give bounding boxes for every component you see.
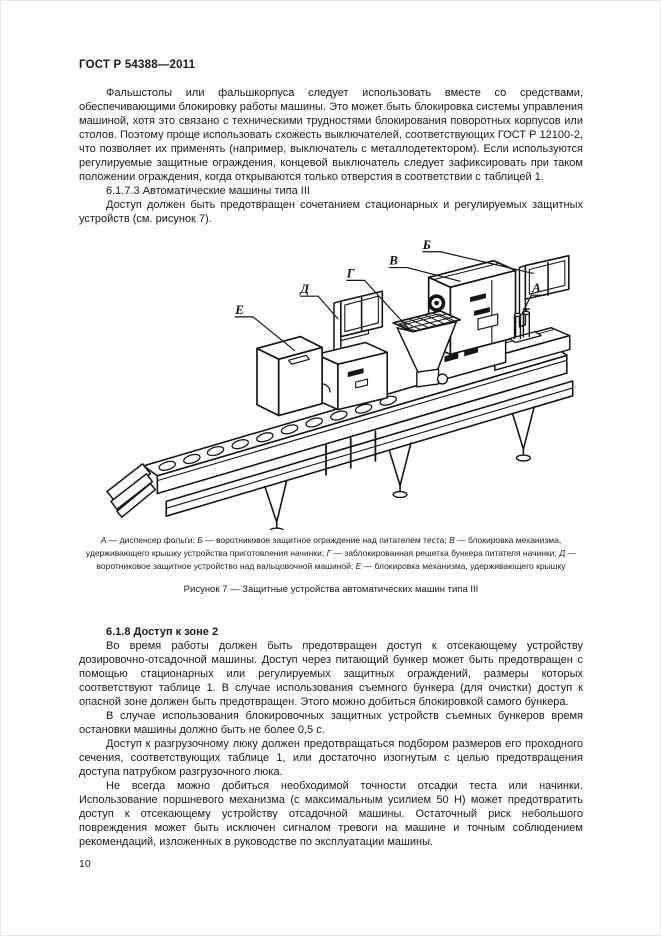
machine-diagram: [86, 234, 576, 530]
paragraph-6-1-8-1: Во время работы должен быть предотвращен доступ к отсекающему устройству дозировочно-отсадочной машины. Доступ через питающий бункер может быть предотвращен с помощью стационарных или регулируемых защитных ограждений, размеры которых соответствуют таблице 1. В случае использования съемного бункера (для очистки) доступ к опасной зоне должен быть предотвращен. Этого можно добиться блокировкой самого бункера.: [79, 640, 583, 708]
discharge-chute: [107, 464, 155, 517]
foil-dispenser: [510, 309, 542, 343]
paragraph-6-1-7-3: Доступ должен быть предотвращен сочетанием стационарных и регулируемых защитных устройств (см. рисунок 7).: [79, 199, 583, 225]
figure-title: Рисунок 7 — Защитные устройства автоматических машин типа III: [183, 584, 479, 595]
collar-guard-b: [519, 256, 568, 327]
figure-label-b: Б: [422, 237, 431, 252]
figure-label-g: Г: [346, 266, 355, 281]
paragraph-6-1-8-2: В случае использования блокировочных защитных устройств съемных бункеров время остановки машины должно быть не более 0,5 с.: [79, 710, 583, 736]
page-number: 10: [79, 858, 91, 870]
paragraph-6-1-8-3: Доступ к разгрузочному люку должен предотвращаться подбором размеров его проходного сечения, соответствующих таблице 1, или достаточно изогнутым с целью предотвращения доступа патрубком разгрузочного люка.: [79, 738, 583, 778]
section-heading-6-1-7-3: 6.1.7.3 Автоматические машины типа III: [106, 185, 310, 197]
paragraph-6-1-8-4: Не всегда можно добиться необходимой точности отсадки теста или начинки. Использование поршневого механизма (с максимальным усилием 50 Н) может предотвратить доступ к отсекающему устройству отсадочной машины. Остаточный риск небольшого повреждения может быть исключен сигналом тревоги на машине и точным соблюдением рекомендаций, изложенных в руководстве по эксплуатации машины.: [79, 780, 583, 848]
rolling-machine: [316, 343, 387, 410]
paragraph-intro: Фальшстолы или фальшкорпуса следует использовать вместе со средствами, обеспечивающими блокировку работы машины. Это может быть блокировка системы управления машиной, хотя это связано с техническими трудностями блокирования поворотных корпусов или столов. Поэтому проще использовать схожесть выключателей, соответствующих ГОСТ Р 12100-2, что позволяет их применять (например, выключатель с металлодетектором). Если используются регулируемые защитные ограждения, концевой выключатель следует зафиксировать при таком положении ограждения, когда открываются только отверстия в соответствии с таблицей 1.: [79, 87, 583, 183]
figure-label-e: Е: [235, 302, 244, 317]
figure-7: [79, 234, 583, 595]
figure-caption: А — диспенсер фольги; Б — воротниковое защитное ограждение над питателем теста; В — блокировка механизма, удерживающего крышку устройства приготовления начинки; Г — заблокированная решетка бункера питателя начинки; Д — воротниковое защитное устройство над вальцовочной машиной; Е — блокировка механизма, удерживающего крышку: [85, 535, 577, 571]
guard-box-e: [257, 337, 322, 416]
section-heading-6-1-8: 6.1.8 Доступ к зоне 2: [106, 626, 219, 638]
figure-label-v: В: [389, 253, 398, 268]
figure-label-a: А: [532, 281, 541, 296]
figure-label-d: Д: [300, 282, 310, 297]
document-header: ГОСТ Р 54388—2011: [79, 59, 196, 71]
